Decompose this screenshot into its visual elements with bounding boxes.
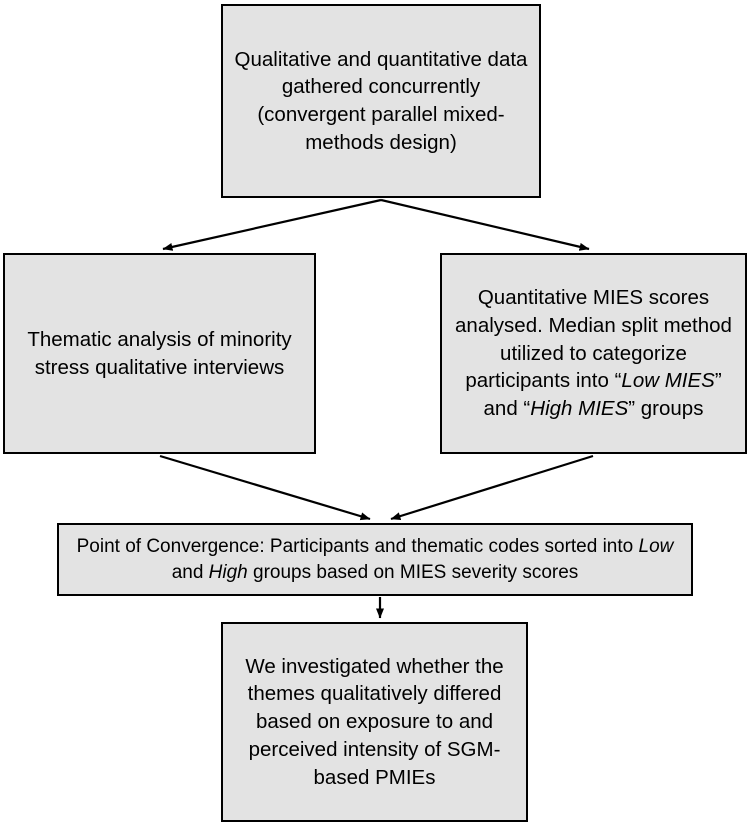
node-data-collection-label: Qualitative and quantitative data gathered concurrently (convergent parallel mixed-methods design) bbox=[234, 47, 528, 154]
edge-top-to-quantitative bbox=[381, 200, 589, 249]
node-point-of-convergence-label: Point of Convergence: Participants and thematic codes sorted into Low and High groups based on MIES severity scores bbox=[76, 535, 674, 583]
node-investigation bbox=[221, 622, 528, 822]
node-quantitative-analysis bbox=[440, 253, 747, 454]
node-point-of-convergence bbox=[57, 523, 693, 596]
node-quantitative-analysis-label: Quantitative MIES scores analysed. Median split method utilized to categorize participants into “Low MIES” and “High MIES” groups bbox=[455, 286, 732, 420]
node-thematic-analysis bbox=[3, 253, 316, 454]
node-investigation-label: We investigated whether the themes qualitatively differed based on exposure to and perceived intensity of SGM-based PMIEs bbox=[245, 654, 504, 789]
edge-qualitative-to-convergence bbox=[160, 456, 370, 519]
edge-top-to-qualitative bbox=[163, 200, 381, 249]
node-thematic-analysis-label: Thematic analysis of minority stress qualitative interviews bbox=[27, 327, 292, 379]
node-data-collection bbox=[221, 4, 541, 198]
edge-quantitative-to-convergence bbox=[391, 456, 593, 519]
